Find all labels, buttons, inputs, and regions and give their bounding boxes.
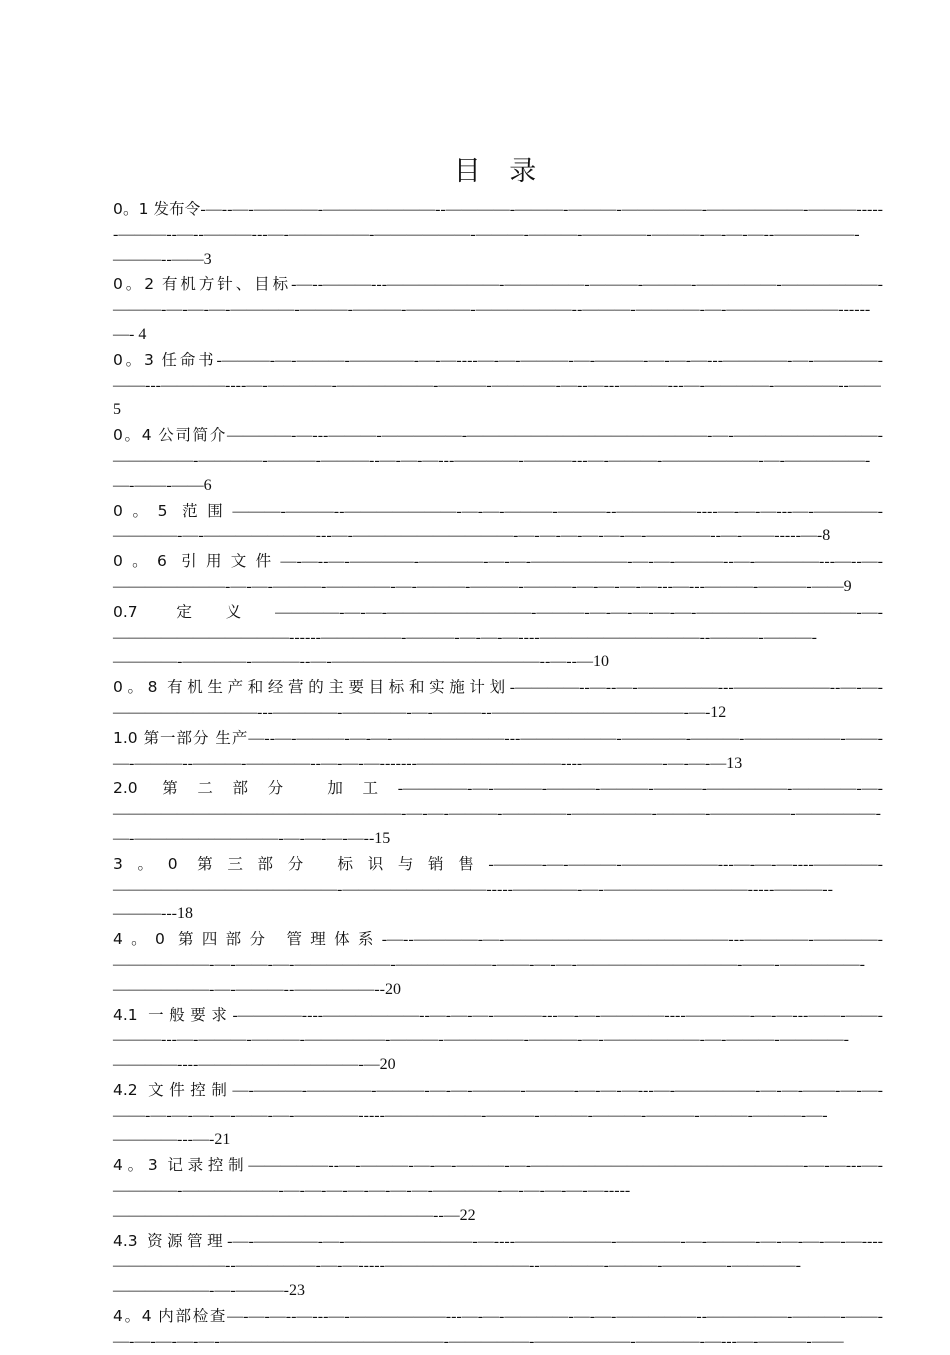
- toc-entry-leader: ————-—-—-—————————-———-—-—-—-—-—-——————————-—-———————————------—————-———-—-—-—----——————————--———-———-————-————-———--—-—————————————--—--—: [113, 603, 883, 671]
- toc-entry[interactable]: [113, 1304, 883, 1355]
- toc-entry-leader: -—--———---———————-—————-———-———-—————-——————-———-—-—-—-————-———-———-————-——————--———-————-—-———————------—-: [113, 276, 883, 343]
- toc-entry-label: 4。0 第四部分 管理体系: [113, 930, 382, 949]
- toc-entry-page: 4: [138, 325, 147, 343]
- toc-entry-page: 20: [379, 1056, 396, 1074]
- toc-entry[interactable]: [113, 1078, 883, 1153]
- toc-entry[interactable]: [113, 1003, 883, 1078]
- toc-entry-leader: -————----——————--—-—-—-———---—-—-————----————-—-—---——-——-———---—-———-———-—————-———-—————-———-—-——————-—-———-————-————----——————————-—: [113, 1006, 883, 1074]
- toc-entry-page: 23: [288, 1282, 305, 1300]
- toc-entry-label: 0.7 定义: [113, 602, 276, 621]
- toc-entry[interactable]: [113, 348, 883, 423]
- toc-entry-page: 3: [203, 250, 212, 268]
- toc-entry-page: 9: [843, 577, 852, 595]
- toc-entry-leader: ———-———--———————-—-—-———-———--—————----—-—-—---—-————-————-—-———————---—-——————————-—-—-—-—-—-—-————--—-——-----—-: [113, 502, 883, 545]
- toc-entry-leader: ————-—---———-—————-———————————————-—-—————————-—————-————-———-———--—-—-—---————-———---—-———-——————-—-—————-—-——-——: [113, 427, 883, 494]
- toc-entry-leader: —-—-—--—---—-——————---—-—-————-—-—-—————--—————-———-——-—-—-—-—-—-——————————————-—————-——————-————-—---—-———-——: [113, 1308, 883, 1350]
- toc-entry-label: 0。4 公司简介: [113, 426, 228, 445]
- toc-entry[interactable]: [113, 1229, 883, 1304]
- toc-entry-label: 4。3 记录控制: [113, 1156, 249, 1175]
- toc-entry-page: 10: [592, 653, 609, 671]
- toc-entry[interactable]: [113, 675, 883, 726]
- toc-entry-label: 4。4 内部检查: [113, 1307, 228, 1326]
- toc-entry-label: 4.3 资源管理: [113, 1231, 228, 1250]
- toc-entry-page: 5: [113, 401, 121, 419]
- toc-entry-leader: —-———-————-———-—-—-———-———-—-—-—---—-—————-—-—-——-—-—-——-—-—-—-—-——-—-————-----——————-———-———-———-———-———-———-—-————---—-: [113, 1081, 883, 1149]
- toc-entry[interactable]: [113, 726, 883, 777]
- toc-entry-page: 6: [203, 476, 212, 494]
- toc-entry-leader: -—--—-————-———————--————-———-———-—————-——————-———------———--—--———---—-—————-——————-———-———-————-———-—-—-—--—————-———--——: [113, 201, 883, 268]
- toc-entry-label: 1.0 第一部分 生产: [113, 728, 249, 747]
- toc-entry[interactable]: [113, 600, 883, 675]
- toc-entry-leader: -————-—-———-———-———-———-—————-————-—-——————————————————-—-—-———-————-—————-———-—————-—————-—-—————————-—-—-—-—--: [113, 780, 883, 847]
- toc-entry[interactable]: [113, 549, 883, 600]
- toc-entry[interactable]: [113, 272, 883, 347]
- toc-entry-page: 20: [384, 980, 401, 998]
- toc-entry-page: 8: [822, 527, 831, 545]
- toc-entry-leader: —————--—-———-—-—-———-—-—————————————————-—-—---—-————-——————-—-—-—-—-—-—-—-————-—-—-—-—-—-----————————————————————--—: [113, 1157, 883, 1224]
- toc-entry-label: 2.0 第二部分 加工: [113, 779, 398, 798]
- toc-entry[interactable]: [113, 197, 883, 272]
- toc-entry-label: 0。3 任命书: [113, 350, 217, 369]
- toc-entry-leader: —-—--—-————-————-—-—-——————-—-—-———--—-————---—--—-———————-—-—-———-————-—-———-———-———-—-—-—-—---—---———-———-——: [113, 553, 883, 595]
- toc-entry-label: 4.1 一般要求: [113, 1005, 233, 1024]
- toc-entry[interactable]: [113, 776, 883, 851]
- toc-entry-label: 4.2 文件控制: [113, 1080, 233, 1099]
- toc-entry[interactable]: [113, 852, 883, 927]
- toc-entry-leader: -———-—-———-————-—-—----—-—-———-—-———-—-—-—---————-—-————-——---————----—-————-——————-———-————-—--—---———---—-————-————--——: [113, 351, 883, 394]
- toc-entry-label: 0。2 有机方针、目标: [113, 275, 292, 294]
- toc-entry-leader: -————--—--—-—————---——————--—-—-—————————---————-————-—-———--————————————-—: [113, 679, 883, 721]
- toc-entry[interactable]: [113, 499, 883, 550]
- toc-entry-leader: —--—-———-—-—-———————---——————-————-———-——————-——-—-———--———-————--—-—-—-------—————————----—————-—-—-—: [113, 729, 883, 772]
- toc-title: 目 录: [453, 156, 547, 187]
- toc-entry-leader: -—--————-—-——————————————---————-————-——————-—-——-—-——————-——————-——-—-—-——————————-——-—————-——————-—-———--—————--: [113, 931, 883, 998]
- toc-entry-leader: -———-—-———-——————---—-—-—----————-——————————————-—————————-----————-—-—————————-----———--———---: [113, 855, 883, 923]
- toc-entry[interactable]: [113, 423, 883, 498]
- toc-entry-label: 0。1 发布令: [113, 200, 201, 218]
- toc-entry-page: 18: [176, 905, 193, 923]
- toc-entry-page: 21: [214, 1131, 231, 1149]
- toc-entry[interactable]: [113, 1153, 883, 1228]
- table-of-contents: [113, 197, 883, 1355]
- toc-entry-page: -12: [704, 703, 727, 721]
- toc-entry-page: 13: [726, 754, 743, 772]
- toc-entry-page: 22: [459, 1206, 476, 1224]
- toc-entry-label: 0。5 范围: [113, 501, 233, 520]
- toc-entry-leader: -—-————-—-————————-—----——————-————-—-———-—-—-—-—-—----———————--—————-—-—-----—————————--————-———-————-————-——————-—-———-: [113, 1232, 883, 1300]
- toc-entry[interactable]: [113, 927, 883, 1002]
- toc-entry-label: 0。6 引用文件: [113, 552, 281, 571]
- toc-entry-page: 15: [374, 829, 391, 847]
- toc-entry-label: 0。8 有机生产和经营的主要目标和实施计划: [113, 678, 510, 697]
- toc-entry-label: 3。0 第三部分 标识与销售: [113, 854, 489, 873]
